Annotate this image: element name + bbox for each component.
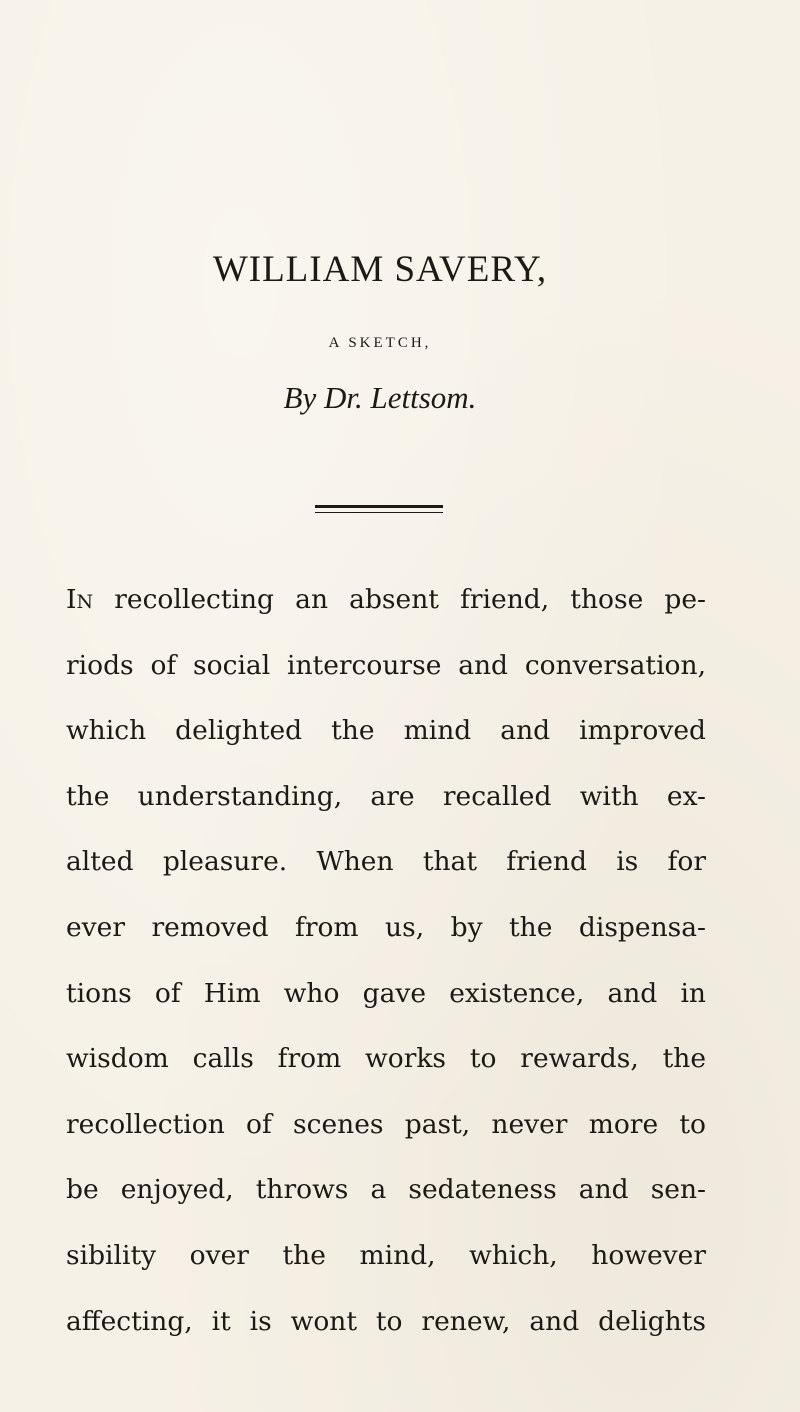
divider-thin-line <box>315 512 443 513</box>
body-paragraph <box>66 567 706 1354</box>
text-line: affecting, it is wont to renew, and delights <box>66 1305 706 1337</box>
page-title: WILLIAM SAVERY, <box>212 249 548 290</box>
text-line: the understanding, are recalled with ex- <box>66 780 706 812</box>
section-divider <box>315 505 443 513</box>
text-line: riods of social intercourse and conversation, <box>66 649 706 681</box>
text-line: alted pleasure. When that friend is for <box>66 846 706 878</box>
text-line: be enjoyed, throws a sedateness and sen- <box>66 1174 706 1206</box>
text-line: wisdom calls from works to rewards, the <box>66 1043 706 1075</box>
text-line: recollection of scenes past, never more to <box>66 1108 706 1140</box>
text-line: tions of Him who gave existence, and in <box>66 977 706 1009</box>
divider-thick-line <box>315 505 443 508</box>
opening-word: In <box>66 584 94 615</box>
text-line: ever removed from us, by the dispensa- <box>66 911 706 943</box>
text-line: In recollecting an absent friend, those pe- <box>66 584 706 615</box>
subtitle: A SKETCH, <box>328 335 432 351</box>
text-line: which delighted the mind and improved <box>66 715 706 747</box>
author-byline: By Dr. Lettsom. <box>283 380 477 415</box>
text-line: sibility over the mind, which, however <box>66 1239 706 1271</box>
